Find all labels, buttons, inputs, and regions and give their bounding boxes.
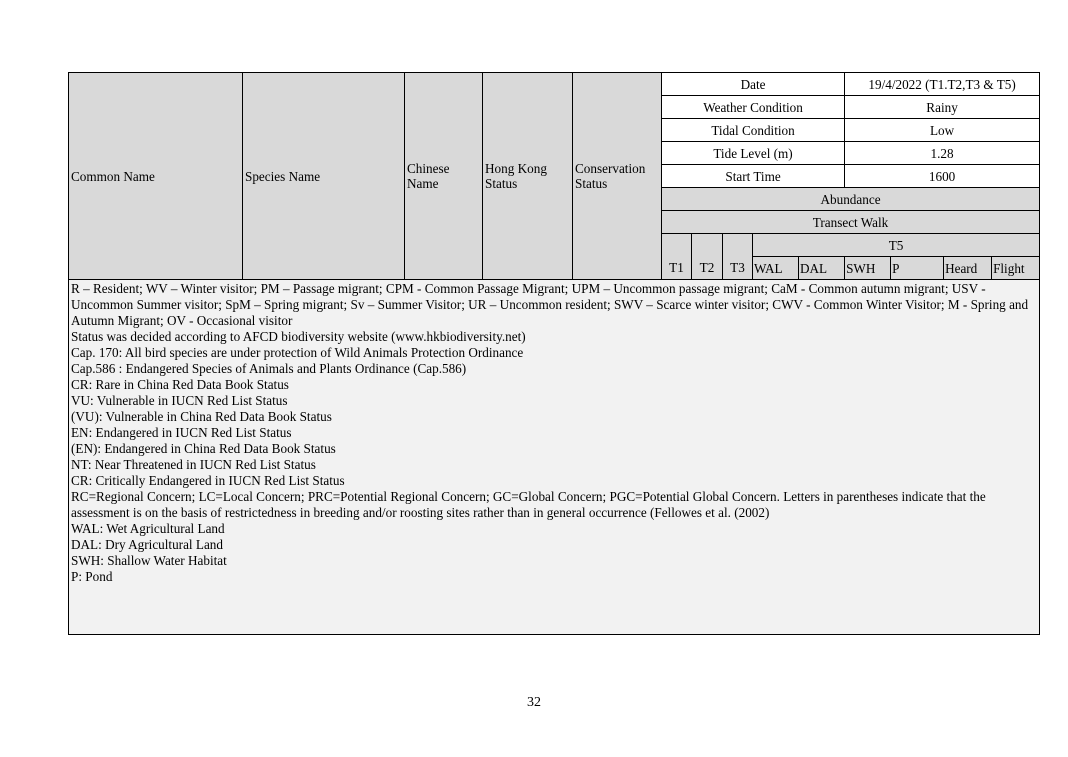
t5-heard-header: Heard xyxy=(944,257,992,280)
note-wal: WAL: Wet Agricultural Land xyxy=(71,521,225,536)
note-en-iucn: EN: Endangered in IUCN Red List Status xyxy=(71,425,292,440)
transect-walk-header: Transect Walk xyxy=(662,211,1040,234)
transect-t3-header: T3 xyxy=(723,234,753,280)
note-vu-china: (VU): Vulnerable in China Red Data Book Status xyxy=(71,409,332,424)
tidal-condition-label: Tidal Condition xyxy=(662,119,845,142)
tide-level-value: 1.28 xyxy=(845,142,1040,165)
note-swh: SWH: Shallow Water Habitat xyxy=(71,553,227,568)
note-nt-iucn: NT: Near Threatened in IUCN Red List Status xyxy=(71,457,316,472)
abundance-header: Abundance xyxy=(662,188,1040,211)
t5-dal-header: DAL xyxy=(799,257,845,280)
note-pond: P: Pond xyxy=(71,569,113,584)
t5-wal-header: WAL xyxy=(753,257,799,280)
note-cap-586: Cap.586 : Endangered Species of Animals and Plants Ordinance (Cap.586) xyxy=(71,361,467,376)
abbreviations-notes xyxy=(69,280,1040,635)
date-label: Date xyxy=(662,73,845,96)
note-status-codes: R – Resident; WV – Winter visitor; PM – Passage migrant; CPM - Common Passage Migrant; UPM – Uncommon passage migrant; CaM - Common autumn migrant; USV - Uncommon Summer visitor; SpM – Spring migrant; Sv – Summer Visitor; UR – Uncommon resident; SWV – Scarce winter visitor; CWV - Common Winter Visitor; M - Spring and Autumn Migrant; OV - Occasional visitor xyxy=(71,281,1029,328)
date-value: 19/4/2022 (T1.T2,T3 & T5) xyxy=(845,73,1040,96)
header-chinese-name: Chinese Name xyxy=(405,73,483,280)
note-status-source: Status was decided according to AFCD biodiversity website (www.hkbiodiversity.net) xyxy=(71,329,526,344)
start-time-value: 1600 xyxy=(845,165,1040,188)
start-time-label: Start Time xyxy=(662,165,845,188)
t5-pond-header: P xyxy=(891,257,944,280)
tidal-condition-value: Low xyxy=(845,119,1040,142)
note-cap-170: Cap. 170: All bird species are under protection of Wild Animals Protection Ordinance xyxy=(71,345,524,360)
note-dal: DAL: Dry Agricultural Land xyxy=(71,537,223,552)
weather-condition-value: Rainy xyxy=(845,96,1040,119)
header-common-name: Common Name xyxy=(69,73,243,280)
t5-flight-header: Flight xyxy=(992,257,1040,280)
note-concern-levels: RC=Regional Concern; LC=Local Concern; PRC=Potential Regional Concern; GC=Global Concern; PGC=Potential Global Concern. Letters in parentheses indicate that the assessment is on the basis of restrictedness in breeding and/or roosting sites rather than in general occurrence (Fellowes et al. (2002) xyxy=(71,489,986,520)
header-hong-kong-status: Hong Kong Status xyxy=(483,73,573,280)
t5-swh-header: SWH xyxy=(845,257,891,280)
transect-t1-header: T1 xyxy=(662,234,692,280)
weather-condition-label: Weather Condition xyxy=(662,96,845,119)
transect-t2-header: T2 xyxy=(692,234,723,280)
note-cr-china: CR: Rare in China Red Data Book Status xyxy=(71,377,289,392)
header-conservation-status: Conservation Status xyxy=(573,73,662,280)
note-cr-iucn: CR: Critically Endangered in IUCN Red List Status xyxy=(71,473,345,488)
note-en-china: (EN): Endangered in China Red Data Book Status xyxy=(71,441,336,456)
note-vu-iucn: VU: Vulnerable in IUCN Red List Status xyxy=(71,393,288,408)
tide-level-label: Tide Level (m) xyxy=(662,142,845,165)
header-species-name: Species Name xyxy=(243,73,405,280)
page-number: 32 xyxy=(527,695,541,710)
transect-t5-header: T5 xyxy=(753,234,1040,257)
bird-survey-table xyxy=(68,72,1040,635)
